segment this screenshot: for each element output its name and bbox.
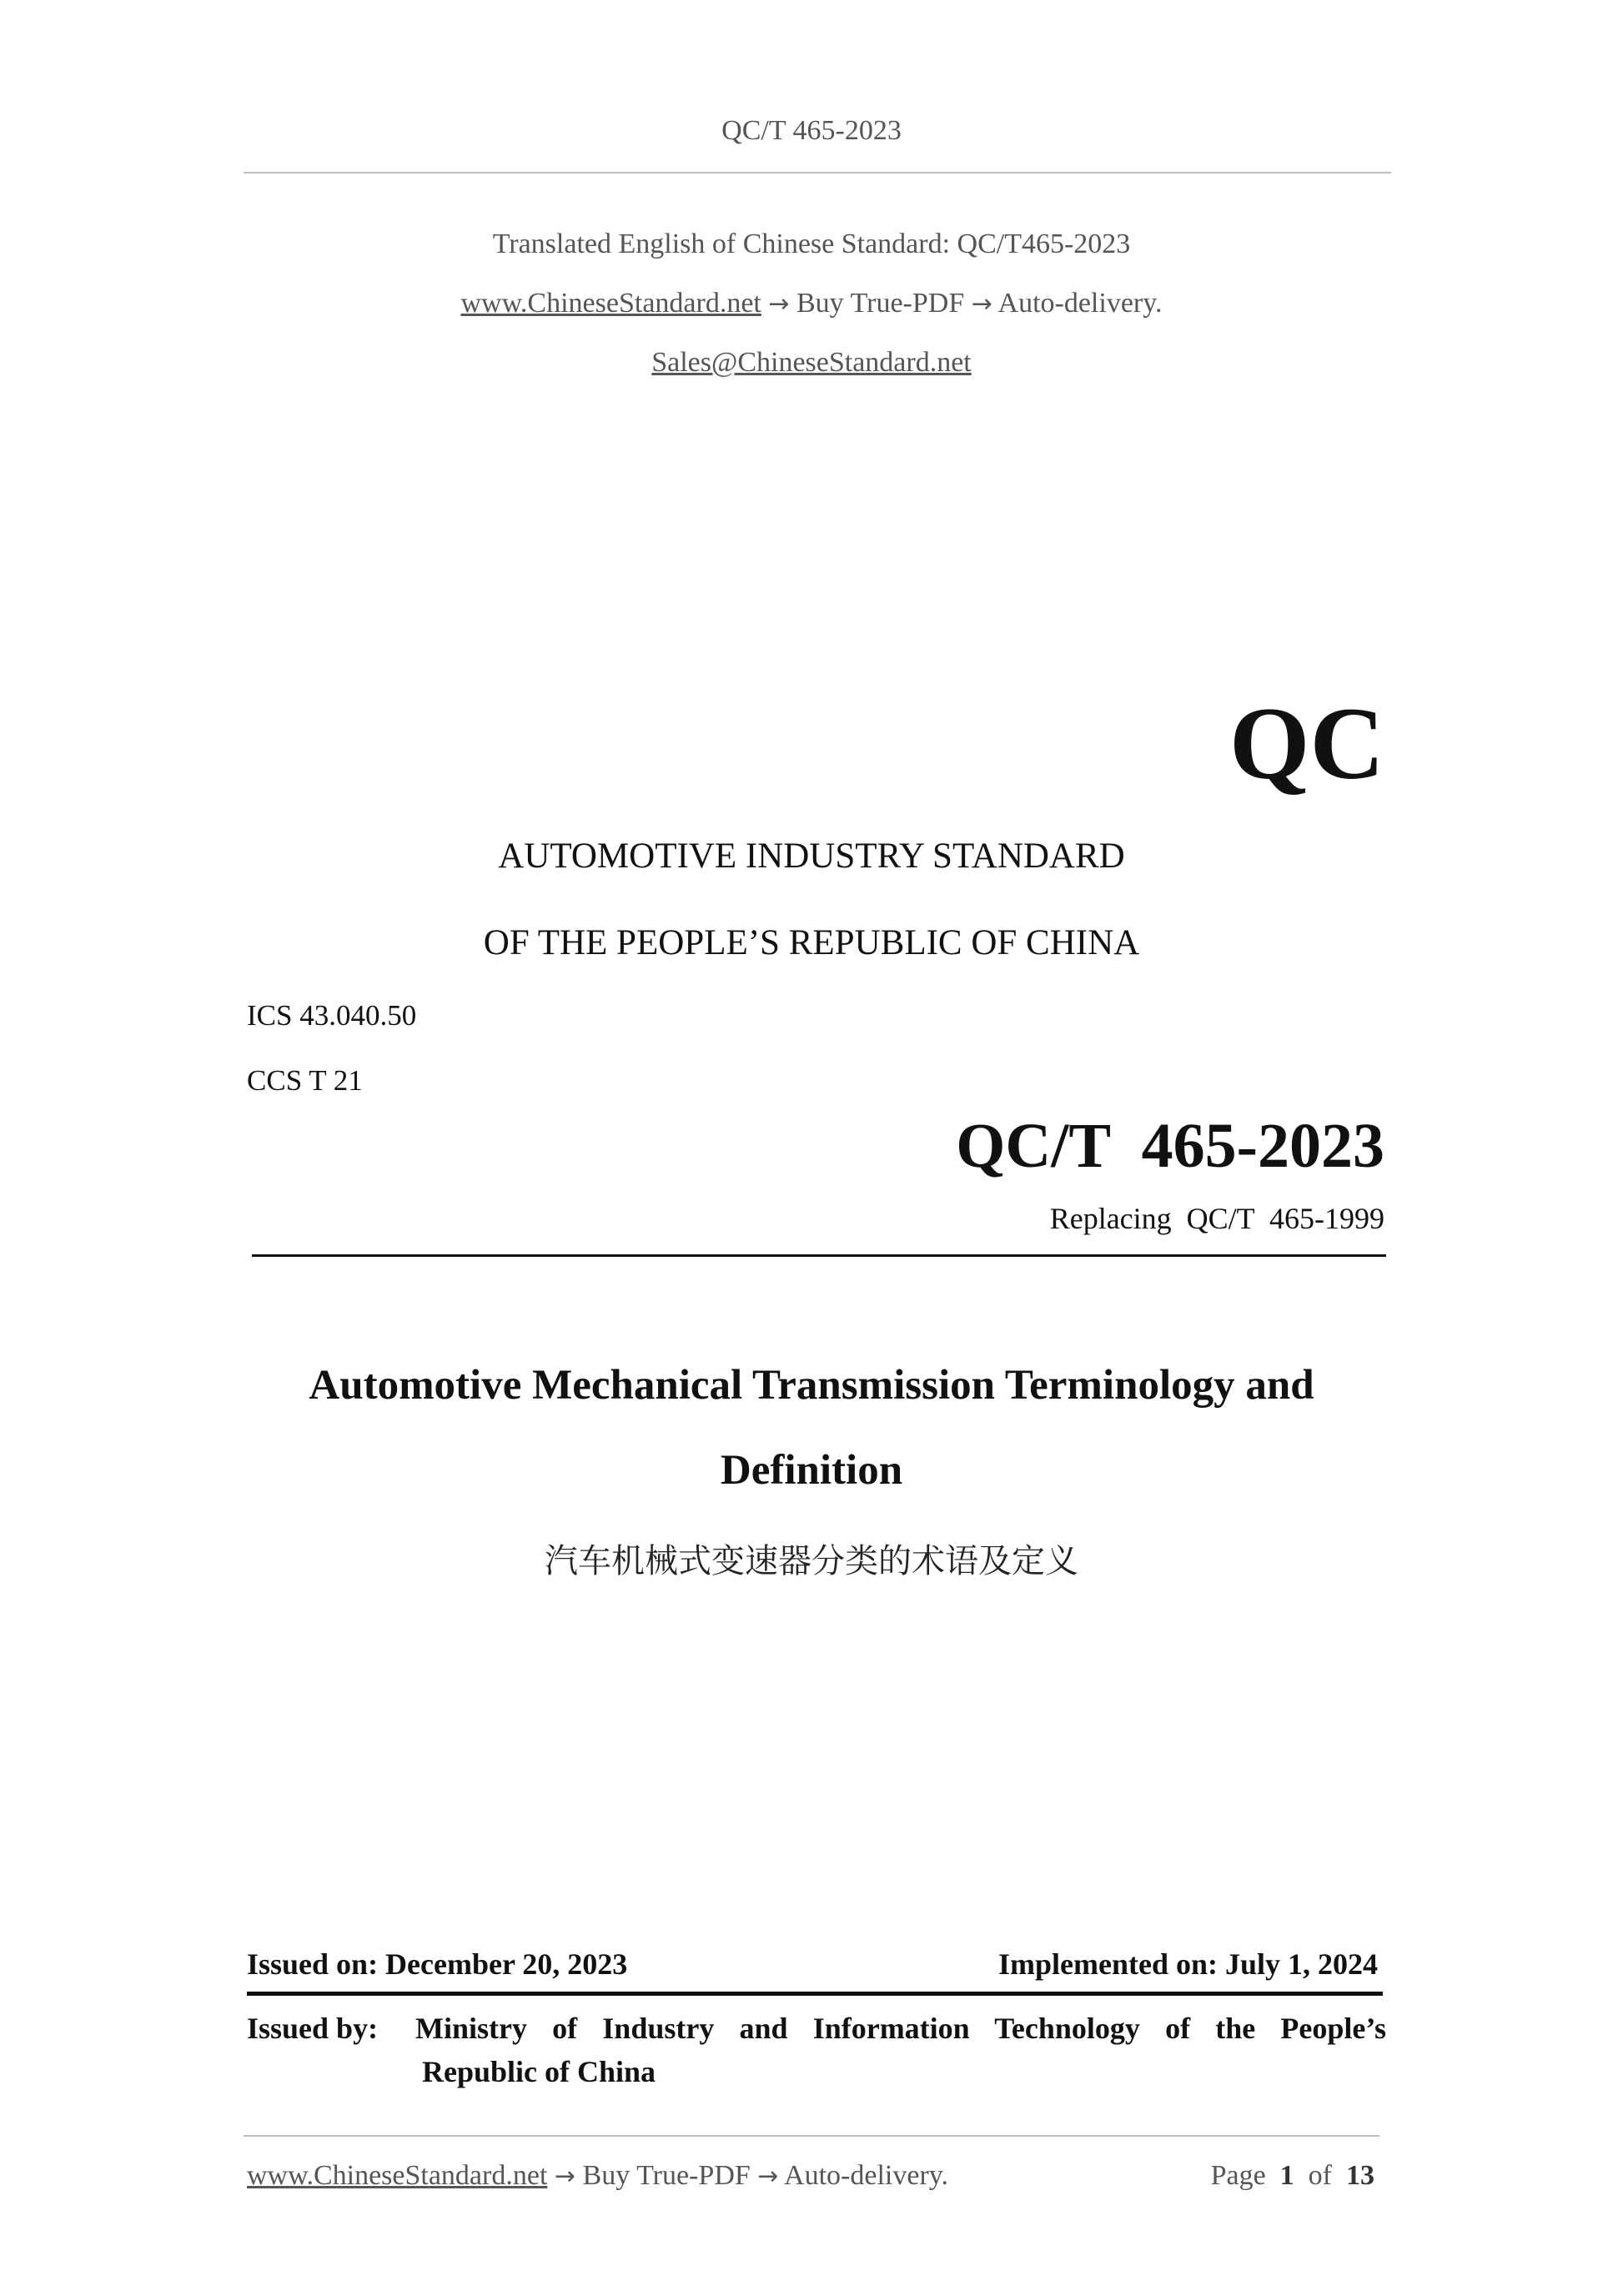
footer-divider	[244, 2135, 1379, 2137]
page-word: Page	[1210, 2160, 1266, 2191]
issuer-block	[247, 2007, 1386, 2093]
issued-date: Issued on: December 20, 2023	[247, 1947, 628, 1981]
dates-divider	[247, 1992, 1383, 1996]
email-line	[0, 347, 1623, 379]
of-word: of	[1308, 2160, 1332, 2191]
ics-code: ICS 43.040.50	[247, 999, 417, 1032]
standard-type-line2: OF THE PEOPLE’S REPUBLIC OF CHINA	[483, 923, 1140, 962]
translation-notice: Translated English of Chinese Standard: QC/T465-2023	[492, 229, 1131, 259]
page-current: 1	[1279, 2160, 1294, 2191]
document-title-line2: Definition	[720, 1447, 903, 1494]
document-title-chinese: 汽车机械式变速器分类的术语及定义	[545, 1542, 1078, 1580]
standard-mark: QC	[1229, 686, 1384, 801]
delivery-text: Auto-delivery.	[997, 288, 1163, 319]
running-header-code: QC/T 465-2023	[721, 115, 902, 146]
arrow-right-icon: →	[757, 2162, 779, 2191]
footer-delivery-text: Auto-delivery.	[784, 2160, 949, 2191]
page-indicator	[1211, 2160, 1374, 2192]
buy-text: Buy True-PDF	[796, 288, 965, 319]
footer-purchase-line	[247, 2160, 948, 2192]
issuer-name-line2: Republic of China	[422, 2055, 656, 2088]
email-link[interactable]: Sales@ChineseStandard.net	[651, 347, 972, 378]
header-divider	[244, 172, 1391, 173]
implemented-date: Implemented on: July 1, 2024	[997, 1947, 1378, 1981]
page-total: 13	[1346, 2160, 1374, 2191]
issuer-label: Issued by:	[247, 2012, 379, 2045]
replacing-note: Replacing QC/T 465-1999	[1049, 1202, 1384, 1235]
arrow-right-icon: →	[768, 289, 790, 319]
issuer-name-line1: Ministry of Industry and Information Technology of the People’s	[415, 2012, 1386, 2045]
standard-type-line1: AUTOMOTIVE INDUSTRY STANDARD	[498, 837, 1125, 876]
arrow-right-icon: →	[971, 289, 992, 319]
footer-site-link[interactable]: www.ChineseStandard.net	[247, 2160, 548, 2191]
standard-number: QC/T 465-2023	[956, 1111, 1384, 1181]
arrow-right-icon: →	[554, 2162, 576, 2191]
site-link[interactable]: www.ChineseStandard.net	[460, 288, 761, 319]
document-title-line1: Automotive Mechanical Transmission Terminology and	[309, 1362, 1314, 1409]
purchase-line	[0, 288, 1623, 319]
title-divider	[252, 1254, 1386, 1257]
ccs-code: CCS T 21	[247, 1064, 363, 1097]
footer-buy-text: Buy True-PDF	[582, 2160, 751, 2191]
